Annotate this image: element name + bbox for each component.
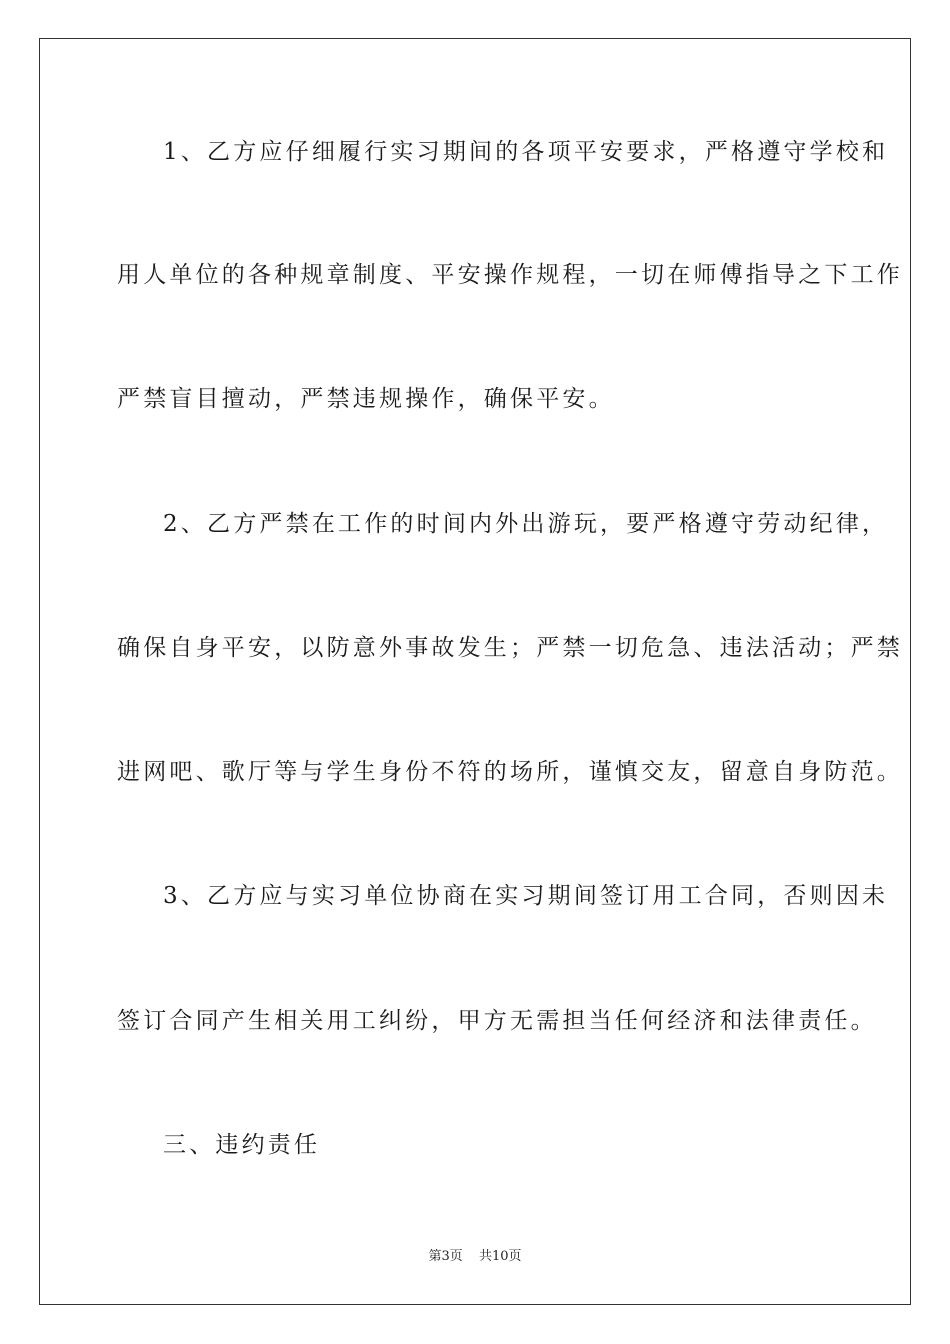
page-footer	[0, 1245, 950, 1264]
paragraph-1-line-2: 用人单位的各种规章制度、平安操作规程，一切在师傅指导之下工作	[117, 262, 903, 288]
paragraph-1-line-3: 严禁盲目擅动，严禁违规操作，确保平安。	[117, 386, 615, 412]
page-number: 第3页	[428, 1249, 463, 1264]
section-heading: 三、违约责任	[163, 1132, 321, 1158]
paragraph-2-line-1: 2、乙方严禁在工作的时间内外出游玩，要严格遵守劳动纪律，	[163, 511, 889, 537]
paragraph-1-line-1: 1、乙方应仔细履行实习期间的各项平安要求，严格遵守学校和	[163, 139, 889, 165]
page-total: 共10页	[478, 1249, 522, 1264]
page-border	[39, 38, 911, 1305]
paragraph-2-line-2: 确保自身平安，以防意外事故发生；严禁一切危急、违法活动；严禁	[117, 635, 903, 661]
paragraph-3-line-2: 签订合同产生相关用工纠纷，甲方无需担当任何经济和法律责任。	[117, 1008, 877, 1034]
paragraph-3-line-1: 3、乙方应与实习单位协商在实习期间签订用工合同，否则因未	[163, 883, 889, 909]
paragraph-2-line-3: 进网吧、歌厅等与学生身份不符的场所，谨慎交友，留意自身防范。	[117, 759, 903, 785]
